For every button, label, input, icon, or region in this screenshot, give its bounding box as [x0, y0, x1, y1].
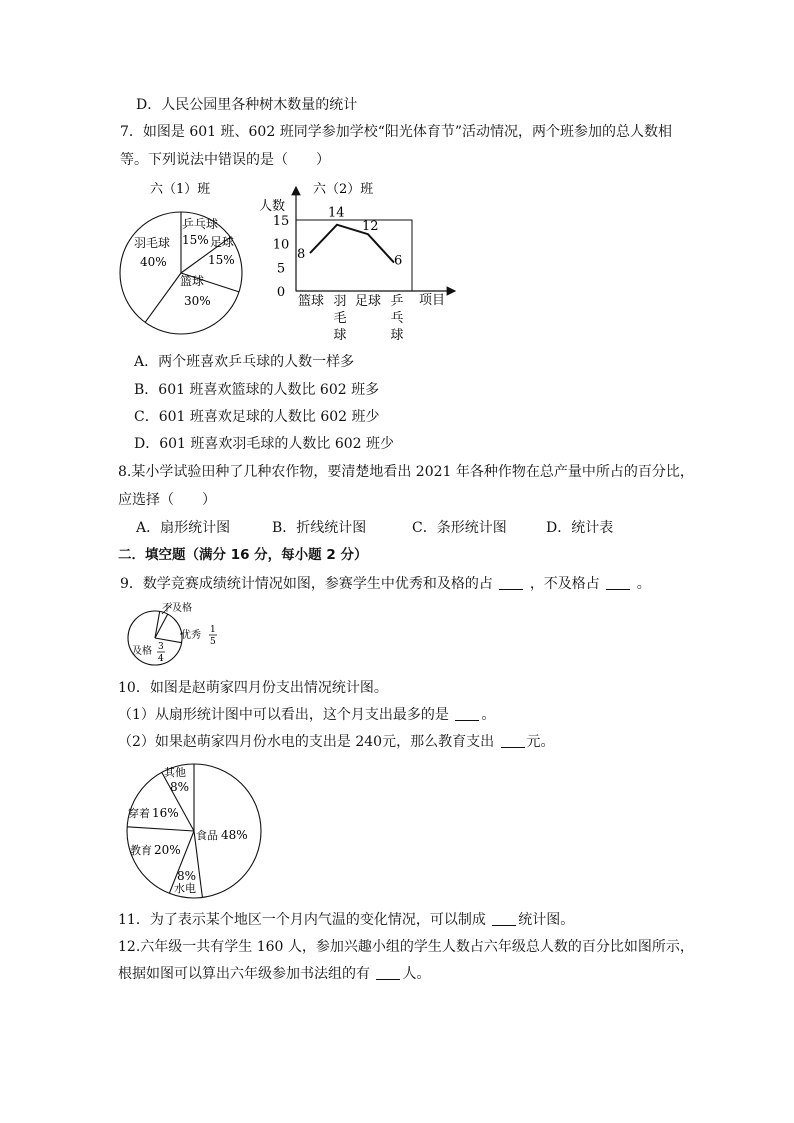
class2-line-chart: [255, 175, 465, 345]
pie1-label-pingpong: 乒乓球: [182, 217, 219, 231]
class2-y-axis-label: 人数: [259, 199, 286, 214]
q8-option-a: A．扇形统计图: [136, 520, 231, 536]
pie4-label-utilities: 水电: [174, 882, 196, 895]
q8-option-c: C．条形统计图: [412, 520, 507, 536]
q9-label-fail: 不及格: [162, 603, 192, 614]
pie1-label-badminton: 羽毛球: [134, 236, 171, 250]
pie4-label-clothing: 穿着: [128, 807, 150, 820]
pie4-value-utilities: 8%: [177, 869, 197, 883]
q8-stem-line2: 应选择（ ）: [118, 492, 216, 508]
class2-xtick-篮球: 篮球: [297, 294, 325, 309]
q12-line2: [118, 964, 430, 984]
class2-xtick-羽毛球: 羽毛球: [333, 294, 347, 343]
q12-line1: 12.六年级一共有学生 160 人，参加兴趣小组的学生人数占六年级总人数的百分比如图所示，: [118, 939, 694, 955]
q7-stem-line2: 等。下列说法中错误的是（ ）: [120, 152, 330, 168]
q9-part3: 。: [636, 576, 651, 592]
class2-point-label-乒乓球: 6: [394, 253, 403, 269]
q10-sub1-end: 。: [481, 707, 496, 723]
q10-sub2-text: （2）如果赵萌家四月份水电的支出是 240元，那么教育支出: [118, 734, 495, 750]
pie4-value-food: 48%: [221, 828, 248, 842]
pie1-value-basketball: 30%: [184, 294, 211, 308]
pie4-value-education: 20%: [154, 843, 181, 857]
class2-point-label-足球: 12: [362, 219, 379, 235]
q10-stem: 10．如图是赵萌家四月份支出情况统计图。: [118, 680, 388, 696]
class2-data-line: [310, 225, 394, 263]
q10-sub2-end: 元。: [526, 734, 555, 750]
q10-blank-1[interactable]: [455, 706, 479, 721]
q9-excellent-numerator: 1: [210, 625, 216, 635]
q9-excellent-denominator: 5: [210, 637, 216, 647]
q9-pass-fraction: [157, 642, 165, 664]
q7-stem-line1: 7．如图是 601 班、602 班同学参加学校“阳光体育节”活动情况，两个班参加的总人数相: [120, 124, 673, 140]
q12-end: 人。: [402, 966, 431, 982]
q10-expense-pie-chart: [120, 760, 270, 902]
pie4-label-other: 其他: [164, 766, 186, 779]
q9-label-pass: 及格: [132, 646, 152, 657]
pie4-value-other: 8%: [170, 780, 190, 794]
q11-blank[interactable]: [492, 911, 516, 926]
pie4-value-clothing: 16%: [152, 806, 179, 820]
q10-sub2: [118, 732, 555, 752]
q8-option-b: B．折线统计图: [272, 520, 367, 536]
q9-blank-2[interactable]: [606, 575, 630, 590]
pie4-slice-穿着: [127, 827, 194, 831]
q9-pass-denominator: 4: [158, 654, 164, 664]
pie1-slice-羽毛球: [145, 273, 181, 322]
q12-text: 根据如图可以算出六年级参加书法组的有: [118, 966, 370, 982]
pie1-label-basketball: 篮球: [180, 274, 205, 288]
section-2-title: 二．填空题（满分 16 分，每小题 2 分）: [118, 547, 368, 563]
class2-ytick-0: 0: [276, 285, 286, 300]
class2-xtick-足球: 足球: [354, 294, 382, 309]
q9-stem: [120, 574, 651, 594]
class1-pie-chart: [110, 175, 260, 335]
class2-xtick-乒乓球: 乒乓球: [390, 294, 404, 343]
class2-ytick-10: 10: [272, 237, 290, 253]
pie4-label-education: 教育: [130, 844, 152, 857]
q10-sub1: [118, 705, 495, 725]
q11-end: 统计图。: [518, 912, 575, 928]
q7-option-b: B．601 班喜欢篮球的人数比 602 班多: [134, 382, 380, 398]
pie1-value-football: 15%: [208, 253, 235, 267]
q9-pie-chart: [118, 600, 228, 668]
q9-part1: 9．数学竞赛成绩统计情况如图，参赛学生中优秀和及格的占: [120, 576, 493, 592]
pie1-label-football: 足球: [210, 235, 235, 249]
q6-option-d: D．人民公园里各种树木数量的统计: [136, 97, 358, 113]
q11-stem: [118, 910, 574, 930]
q10-blank-2[interactable]: [501, 733, 525, 748]
class2-ytick-5: 5: [276, 261, 286, 277]
class2-ytick-15: 15: [272, 214, 290, 229]
q10-sub1-text: （1）从扇形统计图中可以看出，这个月支出最多的是: [118, 707, 449, 723]
q12-blank[interactable]: [376, 965, 400, 980]
class2-chart-title: 六（2）班: [313, 182, 374, 197]
class2-point-label-羽毛球: 14: [328, 205, 345, 221]
q11-text: 11．为了表示某个地区一个月内气温的变化情况，可以制成: [118, 912, 486, 928]
q9-part2: ，不及格占: [529, 576, 600, 592]
q8-stem-line1: 8.某小学试验田种了几种农作物，要清楚地看出 2021 年各种作物在总产量中所占的百分比，: [118, 464, 694, 480]
pie1-value-badminton: 40%: [140, 255, 167, 269]
q9-label-excellent: 优秀: [181, 630, 201, 641]
class2-point-label-篮球: 8: [297, 247, 306, 263]
pie1-value-pingpong: 15%: [182, 233, 209, 247]
class2-x-axis-label: 项目: [419, 293, 446, 308]
q7-option-d: D．601 班喜欢羽毛球的人数比 602 班少: [134, 436, 395, 452]
q9-pass-numerator: 3: [158, 642, 164, 652]
class1-pie-title: 六（1）班: [150, 182, 211, 197]
q9-excellent-fraction: [209, 625, 217, 647]
q7-option-c: C．601 班喜欢足球的人数比 602 班少: [134, 409, 380, 425]
q8-option-d: D．统计表: [546, 520, 614, 536]
pie4-label-food: 食品: [196, 829, 218, 842]
q9-blank-1[interactable]: [499, 575, 523, 590]
q7-option-a: A．两个班喜欢乒乓球的人数一样多: [134, 354, 355, 370]
